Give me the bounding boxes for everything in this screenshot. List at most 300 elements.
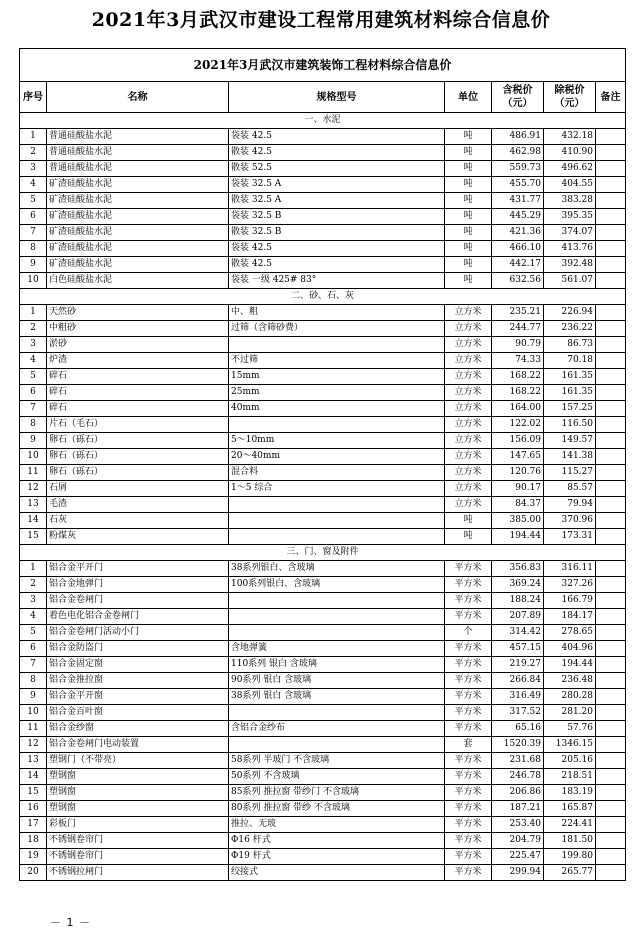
row-price-notax: 281.20 <box>544 705 596 721</box>
document-title: 2021年3月武汉市建设工程常用建筑材料综合信息价 <box>91 9 551 31</box>
row-unit: 平方米 <box>445 769 492 785</box>
row-no: 1 <box>20 305 47 321</box>
row-spec: 25mm <box>229 385 445 401</box>
row-no: 20 <box>20 865 47 881</box>
table-row <box>20 305 626 321</box>
row-price-notax: 561.07 <box>544 273 596 289</box>
row-price-notax: 278.65 <box>544 625 596 641</box>
row-spec: 100系列银白、含玻璃 <box>229 577 445 593</box>
row-remark <box>596 737 626 753</box>
row-spec: 袋装 42.5 <box>229 129 445 145</box>
row-price-notax: 316.11 <box>544 561 596 577</box>
row-spec <box>229 497 445 513</box>
row-no: 6 <box>20 385 47 401</box>
row-no: 6 <box>20 209 47 225</box>
row-price-notax: 205.16 <box>544 753 596 769</box>
row-price-tax: 168.22 <box>492 385 544 401</box>
row-price-notax: 432.18 <box>544 129 596 145</box>
row-price-tax: 164.00 <box>492 401 544 417</box>
table-row <box>20 657 626 673</box>
row-spec <box>229 513 445 529</box>
row-price-tax: 316.49 <box>492 689 544 705</box>
row-name: 毛渣 <box>47 497 229 513</box>
row-unit: 吨 <box>445 177 492 193</box>
table-row <box>20 497 626 513</box>
row-unit: 平方米 <box>445 641 492 657</box>
row-spec: 20～40mm <box>229 449 445 465</box>
row-spec: 绞接式 <box>229 865 445 881</box>
row-name: 卵石（砾石） <box>47 433 229 449</box>
row-remark <box>596 833 626 849</box>
row-price-tax: 204.79 <box>492 833 544 849</box>
table-row <box>20 769 626 785</box>
row-spec <box>229 337 445 353</box>
row-name: 矿渣硅酸盐水泥 <box>47 177 229 193</box>
row-unit: 吨 <box>445 241 492 257</box>
row-spec <box>229 609 445 625</box>
row-no: 10 <box>20 705 47 721</box>
row-price-notax: 194.44 <box>544 657 596 673</box>
row-name: 着色电化铝合金卷闸门 <box>47 609 229 625</box>
table-row <box>20 337 626 353</box>
table-row <box>20 641 626 657</box>
row-price-notax: 395.35 <box>544 209 596 225</box>
table-row <box>20 465 626 481</box>
row-no: 8 <box>20 417 47 433</box>
row-spec: 90系列 银白 含玻璃 <box>229 673 445 689</box>
section-header-row <box>20 545 626 561</box>
row-unit: 吨 <box>445 145 492 161</box>
row-unit: 吨 <box>445 225 492 241</box>
section-title: 一、水泥 <box>20 113 626 129</box>
row-spec: 散装 52.5 <box>229 161 445 177</box>
row-no: 18 <box>20 833 47 849</box>
table-row <box>20 417 626 433</box>
row-no: 4 <box>20 177 47 193</box>
row-name: 普通硅酸盐水泥 <box>47 145 229 161</box>
row-spec: 推拉、无玻 <box>229 817 445 833</box>
row-name: 铝合金推拉窗 <box>47 673 229 689</box>
row-remark <box>596 161 626 177</box>
row-price-notax: 265.77 <box>544 865 596 881</box>
row-name: 铝合金纱窗 <box>47 721 229 737</box>
row-no: 3 <box>20 161 47 177</box>
table-row <box>20 609 626 625</box>
table-row <box>20 145 626 161</box>
row-remark <box>596 513 626 529</box>
row-spec <box>229 593 445 609</box>
row-remark <box>596 609 626 625</box>
row-price-tax: 65.16 <box>492 721 544 737</box>
table-row <box>20 177 626 193</box>
row-price-notax: 280.28 <box>544 689 596 705</box>
row-no: 19 <box>20 849 47 865</box>
row-no: 10 <box>20 449 47 465</box>
row-price-tax: 187.21 <box>492 801 544 817</box>
row-no: 13 <box>20 753 47 769</box>
table-row <box>20 401 626 417</box>
row-remark <box>596 625 626 641</box>
row-name: 炉渣 <box>47 353 229 369</box>
table-row <box>20 737 626 753</box>
row-price-notax: 149.57 <box>544 433 596 449</box>
row-spec <box>229 705 445 721</box>
table-row <box>20 129 626 145</box>
table-row <box>20 225 626 241</box>
table-row <box>20 161 626 177</box>
row-name: 白色硅酸盐水泥 <box>47 273 229 289</box>
section-title: 二、砂、石、灰 <box>20 289 626 305</box>
row-price-notax: 157.25 <box>544 401 596 417</box>
table-body <box>20 113 626 881</box>
row-price-tax: 168.22 <box>492 369 544 385</box>
row-unit: 吨 <box>445 209 492 225</box>
table-row <box>20 689 626 705</box>
row-name: 卵石（砾石） <box>47 465 229 481</box>
row-no: 2 <box>20 577 47 593</box>
row-spec <box>229 625 445 641</box>
row-price-notax: 236.22 <box>544 321 596 337</box>
row-no: 7 <box>20 657 47 673</box>
row-unit: 平方米 <box>445 609 492 625</box>
row-unit: 套 <box>445 737 492 753</box>
row-name: 铝合金百叶窗 <box>47 705 229 721</box>
row-price-tax: 231.68 <box>492 753 544 769</box>
row-unit: 平方米 <box>445 561 492 577</box>
row-spec <box>229 529 445 545</box>
table-row <box>20 433 626 449</box>
row-spec: 中、粗 <box>229 305 445 321</box>
row-no: 15 <box>20 529 47 545</box>
row-spec: 袋装 一级 425# 83° <box>229 273 445 289</box>
row-price-tax: 356.83 <box>492 561 544 577</box>
row-unit: 平方米 <box>445 721 492 737</box>
row-spec: 40mm <box>229 401 445 417</box>
table-row <box>20 513 626 529</box>
row-name: 矿渣硅酸盐水泥 <box>47 193 229 209</box>
row-remark <box>596 753 626 769</box>
row-price-tax: 314.42 <box>492 625 544 641</box>
table-caption-row <box>20 49 626 82</box>
row-name: 彩板门 <box>47 817 229 833</box>
row-price-notax: 1346.15 <box>544 737 596 753</box>
table-row <box>20 673 626 689</box>
header-name: 名称 <box>47 82 229 113</box>
row-remark <box>596 225 626 241</box>
row-no: 12 <box>20 481 47 497</box>
table-row <box>20 865 626 881</box>
table-row <box>20 209 626 225</box>
row-price-notax: 184.17 <box>544 609 596 625</box>
row-price-notax: 161.35 <box>544 385 596 401</box>
row-unit: 平方米 <box>445 657 492 673</box>
row-no: 7 <box>20 401 47 417</box>
table-row <box>20 529 626 545</box>
row-price-tax: 90.17 <box>492 481 544 497</box>
row-remark <box>596 721 626 737</box>
row-name: 碎石 <box>47 385 229 401</box>
row-price-tax: 246.78 <box>492 769 544 785</box>
row-no: 3 <box>20 337 47 353</box>
row-remark <box>596 209 626 225</box>
row-price-tax: 317.52 <box>492 705 544 721</box>
row-price-tax: 74.33 <box>492 353 544 369</box>
row-remark <box>596 785 626 801</box>
row-unit: 吨 <box>445 193 492 209</box>
row-price-tax: 462.98 <box>492 145 544 161</box>
row-name: 矿渣硅酸盐水泥 <box>47 257 229 273</box>
row-price-tax: 455.70 <box>492 177 544 193</box>
row-name: 塑钢门（不带亮） <box>47 753 229 769</box>
row-no: 2 <box>20 145 47 161</box>
row-price-tax: 122.02 <box>492 417 544 433</box>
table-row <box>20 385 626 401</box>
row-remark <box>596 641 626 657</box>
row-name: 矿渣硅酸盐水泥 <box>47 225 229 241</box>
row-remark <box>596 241 626 257</box>
row-unit: 立方米 <box>445 433 492 449</box>
row-name: 铝合金卷闸门电动装置 <box>47 737 229 753</box>
table-row <box>20 593 626 609</box>
row-price-tax: 266.84 <box>492 673 544 689</box>
row-unit: 平方米 <box>445 865 492 881</box>
row-no: 17 <box>20 817 47 833</box>
row-price-notax: 166.79 <box>544 593 596 609</box>
row-unit: 立方米 <box>445 465 492 481</box>
header-remark: 备注 <box>596 82 626 113</box>
header-price-notax: 除税价 （元） <box>544 82 596 113</box>
row-price-notax: 383.28 <box>544 193 596 209</box>
row-unit: 吨 <box>445 513 492 529</box>
row-price-notax: 115.27 <box>544 465 596 481</box>
row-no: 1 <box>20 561 47 577</box>
row-name: 塑钢窗 <box>47 769 229 785</box>
row-price-tax: 90.79 <box>492 337 544 353</box>
table-row <box>20 273 626 289</box>
row-unit: 平方米 <box>445 577 492 593</box>
row-price-notax: 410.90 <box>544 145 596 161</box>
row-price-tax: 207.89 <box>492 609 544 625</box>
row-price-tax: 253.40 <box>492 817 544 833</box>
row-price-notax: 218.51 <box>544 769 596 785</box>
row-price-tax: 206.86 <box>492 785 544 801</box>
row-price-tax: 632.56 <box>492 273 544 289</box>
header-price-tax: 含税价 （元） <box>492 82 544 113</box>
row-unit: 平方米 <box>445 833 492 849</box>
row-remark <box>596 273 626 289</box>
row-spec: 38系列 银白 含玻璃 <box>229 689 445 705</box>
row-spec: 不过筛 <box>229 353 445 369</box>
row-unit: 立方米 <box>445 337 492 353</box>
row-unit: 平方米 <box>445 801 492 817</box>
row-remark <box>596 577 626 593</box>
row-spec: 38系列银白、含玻璃 <box>229 561 445 577</box>
row-price-notax: 181.50 <box>544 833 596 849</box>
row-name: 天然砂 <box>47 305 229 321</box>
row-name: 铝合金平开门 <box>47 561 229 577</box>
table-row <box>20 449 626 465</box>
row-no: 7 <box>20 225 47 241</box>
row-price-notax: 496.62 <box>544 161 596 177</box>
row-name: 铝合金固定窗 <box>47 657 229 673</box>
row-no: 12 <box>20 737 47 753</box>
row-remark <box>596 145 626 161</box>
row-remark <box>596 561 626 577</box>
row-price-notax: 413.76 <box>544 241 596 257</box>
row-spec: 混合料 <box>229 465 445 481</box>
row-name: 铝合金卷闸门 <box>47 593 229 609</box>
row-price-notax: 183.19 <box>544 785 596 801</box>
row-spec: 1～5 综合 <box>229 481 445 497</box>
row-unit: 个 <box>445 625 492 641</box>
row-price-notax: 86.73 <box>544 337 596 353</box>
row-price-tax: 385.00 <box>492 513 544 529</box>
row-price-tax: 369.24 <box>492 577 544 593</box>
row-price-notax: 224.41 <box>544 817 596 833</box>
row-spec: 80系列 推拉窗 带纱 不含玻璃 <box>229 801 445 817</box>
row-no: 4 <box>20 353 47 369</box>
row-name: 矿渣硅酸盐水泥 <box>47 241 229 257</box>
row-price-notax: 327.26 <box>544 577 596 593</box>
row-spec: 含地弹簧 <box>229 641 445 657</box>
row-unit: 立方米 <box>445 497 492 513</box>
row-name: 铝合金卷闸门活动小门 <box>47 625 229 641</box>
row-remark <box>596 865 626 881</box>
row-spec: Φ19 杆式 <box>229 849 445 865</box>
row-remark <box>596 385 626 401</box>
page-number: － 1 － <box>50 916 91 929</box>
row-price-tax: 466.10 <box>492 241 544 257</box>
row-unit: 立方米 <box>445 417 492 433</box>
row-remark <box>596 369 626 385</box>
row-remark <box>596 353 626 369</box>
row-remark <box>596 657 626 673</box>
row-spec: 过筛（含筛砂费） <box>229 321 445 337</box>
row-remark <box>596 449 626 465</box>
table-row <box>20 785 626 801</box>
row-unit: 平方米 <box>445 753 492 769</box>
row-no: 6 <box>20 641 47 657</box>
row-price-tax: 442.17 <box>492 257 544 273</box>
row-unit: 吨 <box>445 161 492 177</box>
row-price-tax: 299.94 <box>492 865 544 881</box>
row-no: 13 <box>20 497 47 513</box>
row-unit: 吨 <box>445 257 492 273</box>
row-price-tax: 559.73 <box>492 161 544 177</box>
row-remark <box>596 817 626 833</box>
row-name: 碎石 <box>47 369 229 385</box>
table-row <box>20 721 626 737</box>
row-name: 铝合金防盗门 <box>47 641 229 657</box>
row-price-tax: 219.27 <box>492 657 544 673</box>
row-remark <box>596 177 626 193</box>
row-remark <box>596 481 626 497</box>
row-spec: Φ16 杆式 <box>229 833 445 849</box>
row-spec: 散装 42.5 <box>229 257 445 273</box>
table-row <box>20 353 626 369</box>
row-price-tax: 457.15 <box>492 641 544 657</box>
row-remark <box>596 465 626 481</box>
row-no: 3 <box>20 593 47 609</box>
row-name: 铝合金地弹门 <box>47 577 229 593</box>
table-row <box>20 561 626 577</box>
row-price-notax: 165.87 <box>544 801 596 817</box>
row-no: 15 <box>20 785 47 801</box>
row-price-notax: 161.35 <box>544 369 596 385</box>
row-price-tax: 244.77 <box>492 321 544 337</box>
row-price-notax: 392.48 <box>544 257 596 273</box>
row-unit: 立方米 <box>445 385 492 401</box>
row-no: 10 <box>20 273 47 289</box>
row-unit: 立方米 <box>445 481 492 497</box>
row-unit: 立方米 <box>445 353 492 369</box>
row-name: 粉煤灰 <box>47 529 229 545</box>
row-no: 8 <box>20 241 47 257</box>
row-no: 16 <box>20 801 47 817</box>
row-remark <box>596 673 626 689</box>
table-row <box>20 705 626 721</box>
row-unit: 平方米 <box>445 593 492 609</box>
row-name: 塑钢窗 <box>47 801 229 817</box>
row-name: 塑钢窗 <box>47 785 229 801</box>
row-price-notax: 173.31 <box>544 529 596 545</box>
row-unit: 立方米 <box>445 449 492 465</box>
table-row <box>20 481 626 497</box>
row-unit: 吨 <box>445 129 492 145</box>
row-price-tax: 445.29 <box>492 209 544 225</box>
table-row <box>20 625 626 641</box>
row-remark <box>596 705 626 721</box>
row-no: 1 <box>20 129 47 145</box>
row-no: 9 <box>20 689 47 705</box>
row-spec: 5～10mm <box>229 433 445 449</box>
row-unit: 吨 <box>445 529 492 545</box>
row-price-tax: 486.91 <box>492 129 544 145</box>
table-row <box>20 577 626 593</box>
row-remark <box>596 401 626 417</box>
row-unit: 平方米 <box>445 689 492 705</box>
table-row <box>20 257 626 273</box>
row-no: 5 <box>20 193 47 209</box>
row-price-tax: 225.47 <box>492 849 544 865</box>
table-row <box>20 369 626 385</box>
row-price-tax: 431.77 <box>492 193 544 209</box>
row-name: 石屑 <box>47 481 229 497</box>
row-remark <box>596 769 626 785</box>
row-name: 碎石 <box>47 401 229 417</box>
section-title: 三、门、窗及附件 <box>20 545 626 561</box>
row-price-notax: 70.18 <box>544 353 596 369</box>
row-name: 中粗砂 <box>47 321 229 337</box>
row-spec: 58系列 半玻门 不含玻璃 <box>229 753 445 769</box>
row-remark <box>596 257 626 273</box>
row-spec: 袋装 42.5 <box>229 241 445 257</box>
row-remark <box>596 849 626 865</box>
row-price-tax: 156.09 <box>492 433 544 449</box>
row-no: 5 <box>20 625 47 641</box>
price-table <box>19 48 626 881</box>
row-price-tax: 421.36 <box>492 225 544 241</box>
row-spec: 含铝合金纱布 <box>229 721 445 737</box>
row-price-notax: 85.57 <box>544 481 596 497</box>
row-spec: 散装 32.5 B <box>229 225 445 241</box>
row-spec: 50系列 不含玻璃 <box>229 769 445 785</box>
row-remark <box>596 417 626 433</box>
row-name: 淤砂 <box>47 337 229 353</box>
row-price-notax: 404.55 <box>544 177 596 193</box>
row-price-notax: 116.50 <box>544 417 596 433</box>
row-unit: 平方米 <box>445 817 492 833</box>
